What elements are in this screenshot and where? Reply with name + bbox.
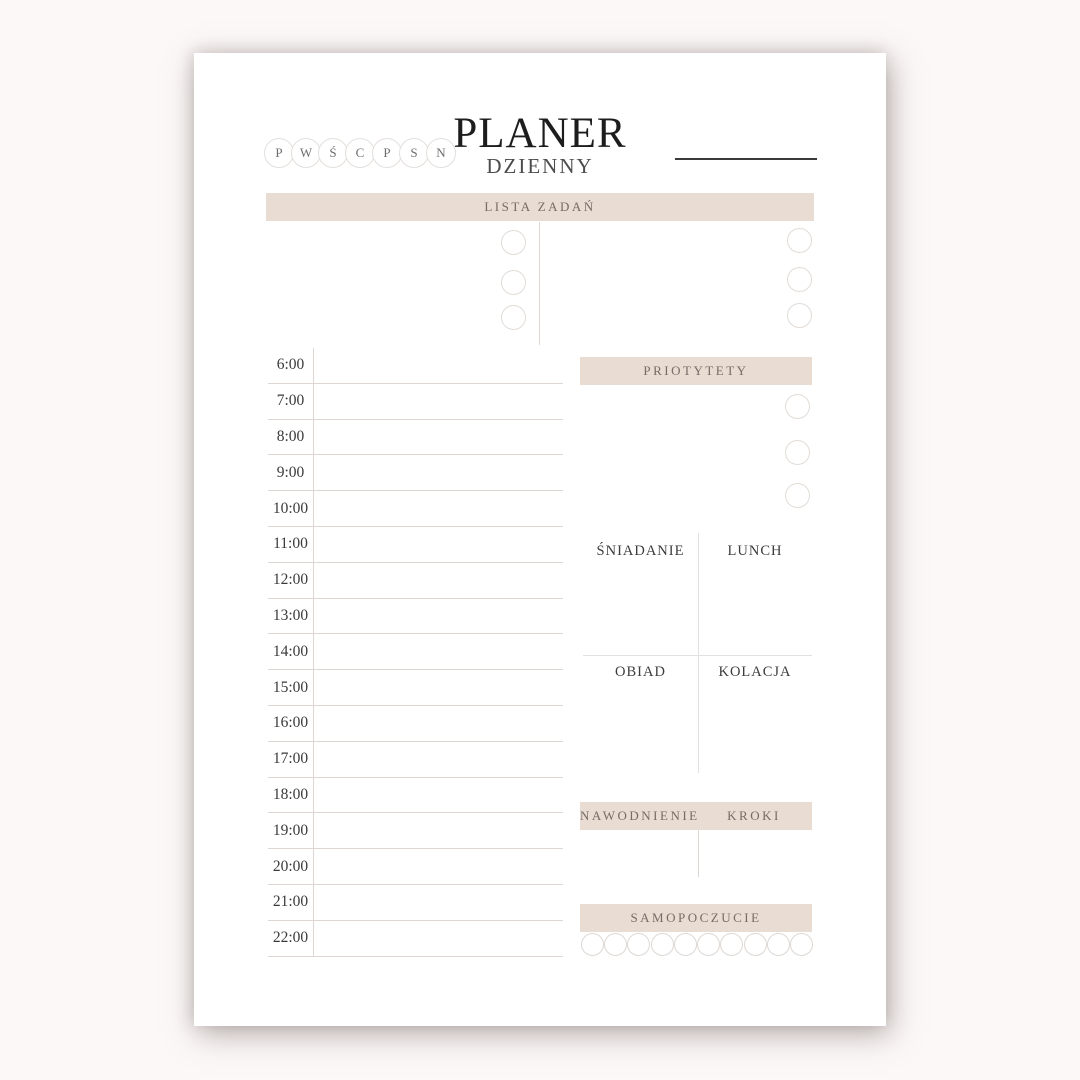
mood-circle[interactable] <box>790 933 813 956</box>
mood-circle[interactable] <box>604 933 627 956</box>
mood-circle[interactable] <box>651 933 674 956</box>
priorities-header-label: PRIOTYTETY <box>643 363 749 378</box>
steps-header-label: KROKI <box>727 808 781 823</box>
time-label: 20:00 <box>272 857 309 875</box>
day-letter: Ś <box>329 145 337 160</box>
time-label: 6:00 <box>276 356 305 374</box>
day-letter: S <box>410 145 418 160</box>
time-label: 17:00 <box>272 750 309 768</box>
planner-page <box>194 53 886 1026</box>
priority-checkbox[interactable] <box>785 483 810 508</box>
time-label: 7:00 <box>276 392 305 410</box>
mood-circle[interactable] <box>627 933 650 956</box>
meal-label-breakfast: ŚNIADANIE <box>596 543 685 559</box>
priority-checkbox[interactable] <box>785 440 810 465</box>
schedule-divider-line <box>313 348 314 957</box>
task-list-left-area[interactable] <box>266 222 538 345</box>
time-label: 15:00 <box>272 678 309 696</box>
meals-horizontal-divider <box>583 655 812 656</box>
mood-circle[interactable] <box>744 933 767 956</box>
time-label: 8:00 <box>276 427 305 445</box>
mood-header-band <box>580 904 812 932</box>
day-letter: P <box>275 145 283 160</box>
task-list-right-area[interactable] <box>540 222 814 345</box>
priorities-header-band <box>580 357 812 385</box>
time-label: 13:00 <box>272 606 309 624</box>
time-label: 9:00 <box>276 463 305 481</box>
meal-label-lunch: LUNCH <box>727 543 783 559</box>
time-label: 10:00 <box>272 499 309 517</box>
mood-circle[interactable] <box>720 933 743 956</box>
tasks-column-divider <box>539 222 540 345</box>
mood-circle-row <box>581 933 813 956</box>
day-letter: C <box>355 145 365 160</box>
time-label: 21:00 <box>272 893 309 911</box>
task-checkbox[interactable] <box>501 230 526 255</box>
meals-vertical-divider <box>698 533 699 773</box>
hydration-area[interactable] <box>580 830 698 877</box>
task-checkbox[interactable] <box>787 267 812 292</box>
tracking-header-band <box>580 802 812 830</box>
meal-label-supper: KOLACJA <box>718 664 792 680</box>
mood-circle[interactable] <box>767 933 790 956</box>
page-subtitle: DZIENNY <box>486 154 594 178</box>
task-checkbox[interactable] <box>501 270 526 295</box>
mood-circle[interactable] <box>581 933 604 956</box>
mood-circle[interactable] <box>674 933 697 956</box>
day-letter: N <box>436 145 446 160</box>
day-letter: P <box>383 145 391 160</box>
steps-area[interactable] <box>699 830 812 877</box>
mood-header-label: SAMOPOCZUCIE <box>630 910 762 925</box>
mood-circle[interactable] <box>697 933 720 956</box>
time-label: 22:00 <box>272 929 309 947</box>
date-line[interactable] <box>675 158 817 160</box>
tracking-divider <box>698 830 699 877</box>
title-block <box>194 111 886 177</box>
task-checkbox[interactable] <box>787 228 812 253</box>
time-label: 14:00 <box>272 642 309 660</box>
priority-checkbox[interactable] <box>785 394 810 419</box>
time-label: 16:00 <box>272 714 309 732</box>
task-checkbox[interactable] <box>501 305 526 330</box>
day-letter: W <box>299 145 313 160</box>
time-label: 11:00 <box>273 535 308 553</box>
page-title: PLANER <box>453 110 627 157</box>
tasks-header-band <box>266 193 814 221</box>
tasks-header-label: LISTA ZADAŃ <box>484 199 596 214</box>
meal-label-dinner: OBIAD <box>615 664 666 680</box>
hydration-header-label: NAWODNIENIE <box>580 808 700 823</box>
time-label: 12:00 <box>272 571 309 589</box>
task-checkbox[interactable] <box>787 303 812 328</box>
time-label: 18:00 <box>272 785 309 803</box>
time-label: 19:00 <box>272 821 309 839</box>
